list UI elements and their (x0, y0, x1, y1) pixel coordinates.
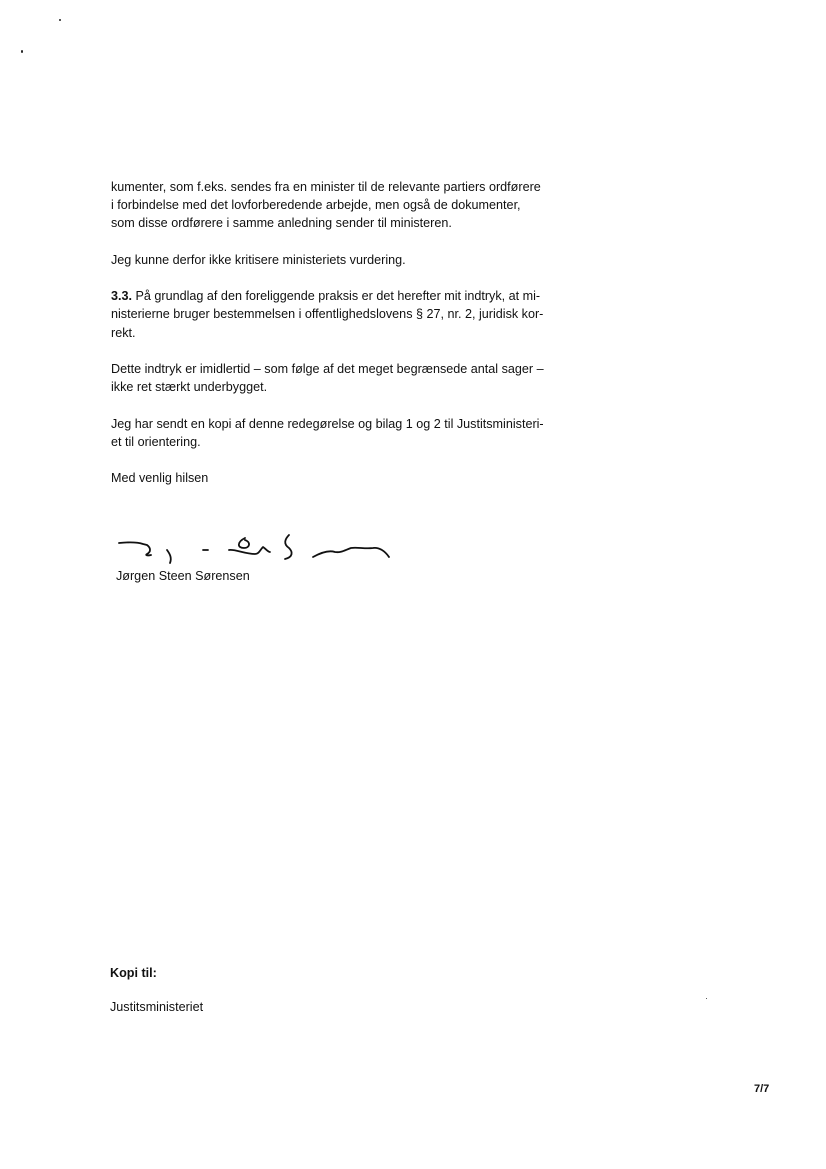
letter-paragraph: Jeg har sendt en kopi af denne redegørelse og bilag 1 og 2 til Justitsministeri- et til orientering. (111, 416, 544, 449)
letter-paragraph: Dette indtryk er imidlertid – som følge af det meget begrænsede antal sager – ikke ret stærkt underbygget. (111, 361, 544, 395)
section-number: 3.3. (111, 289, 133, 304)
copy-to-recipient: Justitsministeriet (110, 1000, 204, 1014)
letter-paragraph-section-3-3 (111, 287, 581, 342)
letter-paragraph: Jeg kunne derfor ikke kritisere ministeriets vurdering. (111, 252, 406, 267)
scan-speck (706, 998, 707, 999)
page-number: 7/7 (754, 1083, 770, 1095)
letter-body (111, 178, 581, 506)
signer-name: Jørgen Steen Sørensen (116, 569, 250, 583)
scan-speck (59, 19, 61, 21)
closing-greeting: Med venlig hilsen (111, 471, 209, 486)
scan-speck (21, 50, 23, 53)
letter-paragraph: kumenter, som f.eks. sendes fra en minister til de relevante partiers ordførere i forbindelse med det lovforberedende arbejde, men også de dokumenter, som disse ordførere i samme anledning sender til ministeren. (111, 180, 541, 231)
copy-to-heading: Kopi til: (110, 966, 157, 980)
section-text: På grundlag af den foreliggende praksis er det herefter mit indtryk, at mi- nisterierne bruger bestemmelsen i offentlighedslovens § 27, nr. 2, juridisk kor- rekt. (111, 289, 544, 340)
